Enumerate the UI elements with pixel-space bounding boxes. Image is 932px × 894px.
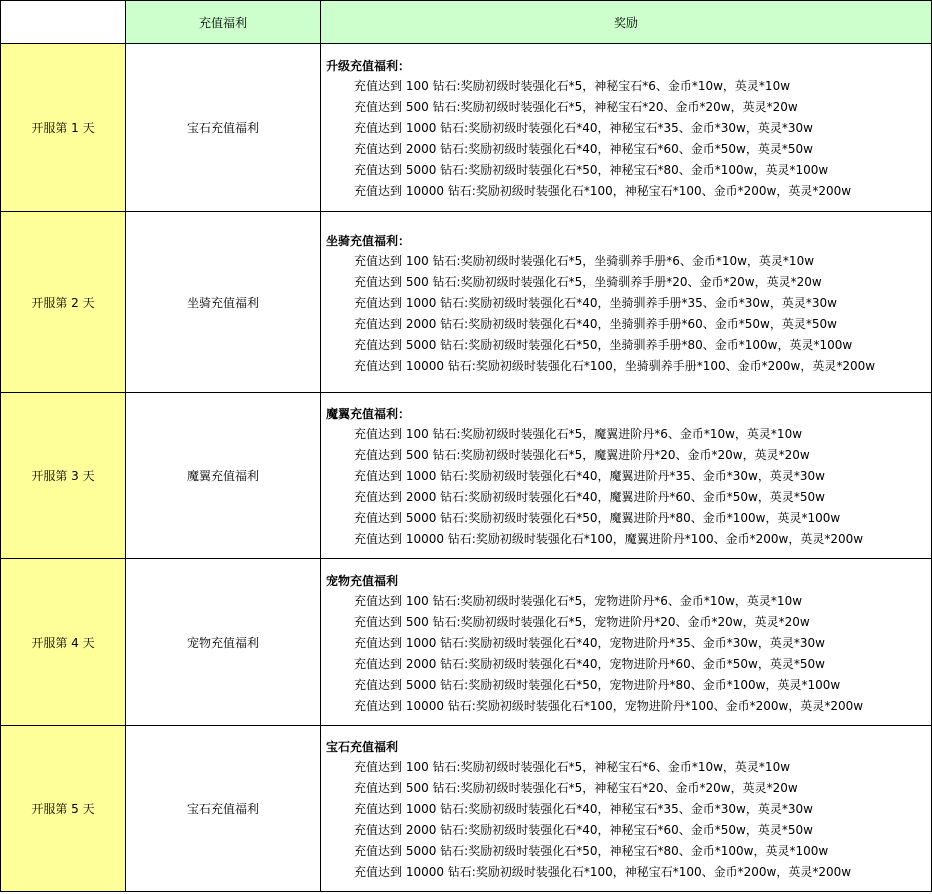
reward-tier-line: 充值达到 500 钻石:奖励初级时装强化石*5，魔翼进阶丹*20、金币*20w，英灵*20w [354, 448, 810, 462]
reward-tier-line: 充值达到 500 钻石:奖励初级时装强化石*5，神秘宝石*20、金币*20w，英灵*20w [354, 781, 798, 795]
header-reward: 奖励 [321, 1, 932, 44]
category-cell: 魔翼充值福利 [126, 393, 321, 559]
reward-tier-line: 充值达到 10000 钻石:奖励初级时装强化石*100，宠物进阶丹*100、金币*200w，英灵*200w [354, 698, 864, 713]
reward-cell [321, 212, 932, 393]
reward-tier-line: 充值达到 10000 钻石:奖励初级时装强化石*100，神秘宝石*100、金币*200w，英灵*200w [354, 184, 852, 198]
reward-group-title: 宠物充值福利 [326, 573, 399, 588]
reward-cell [321, 559, 932, 726]
day-cell: 开服第 1 天 [1, 44, 126, 212]
reward-tier-line: 充值达到 1000 钻石:奖励初级时装强化石*40，神秘宝石*35、金币*30w，英灵*30w [354, 121, 813, 135]
reward-tier-line: 充值达到 500 钻石:奖励初级时装强化石*5，神秘宝石*20、金币*20w，英灵*20w [354, 100, 798, 114]
reward-group-title: 升级充值福利： [326, 59, 411, 73]
header-benefit: 充值福利 [126, 1, 321, 44]
reward-tier-line: 充值达到 2000 钻石:奖励初级时装强化石*40，神秘宝石*60、金币*50w，英灵*50w [354, 823, 813, 837]
reward-tier-line: 充值达到 100 钻石:奖励初级时装强化石*5，魔翼进阶丹*6、金币*10w，英灵*10w [354, 427, 803, 441]
reward-tier-line: 充值达到 2000 钻石:奖励初级时装强化石*40，宠物进阶丹*60、金币*50w，英灵*50w [354, 656, 825, 671]
reward-tier-line: 充值达到 5000 钻石:奖励初级时装强化石*50，魔翼进阶丹*80、金币*100w，英灵*100w [354, 511, 841, 525]
category-cell: 宝石充值福利 [126, 44, 321, 212]
table-row [1, 726, 932, 892]
reward-tier-line: 充值达到 10000 钻石:奖励初级时装强化石*100，神秘宝石*100、金币*200w，英灵*200w [354, 865, 852, 879]
table-row [1, 559, 932, 726]
category-cell: 宠物充值福利 [126, 559, 321, 726]
day-cell: 开服第 5 天 [1, 726, 126, 892]
header-row [1, 1, 932, 44]
reward-cell [321, 726, 932, 892]
reward-tier-line: 充值达到 500 钻石:奖励初级时装强化石*5，宠物进阶丹*20、金币*20w，英灵*20w [354, 614, 810, 629]
reward-tier-line: 充值达到 1000 钻石:奖励初级时装强化石*40，魔翼进阶丹*35、金币*30w，英灵*30w [354, 469, 825, 483]
reward-tier-line: 充值达到 100 钻石:奖励初级时装强化石*5，神秘宝石*6、金币*10w，英灵*10w [354, 760, 791, 774]
reward-tier-line: 充值达到 10000 钻石:奖励初级时装强化石*100，坐骑驯养手册*100、金币*200w，英灵*200w [354, 358, 876, 373]
reward-group-title: 坐骑充值福利： [326, 233, 411, 248]
table-row [1, 44, 932, 212]
reward-tier-line: 充值达到 1000 钻石:奖励初级时装强化石*40，宠物进阶丹*35、金币*30w，英灵*30w [354, 635, 825, 650]
reward-tier-line: 充值达到 5000 钻石:奖励初级时装强化石*50，坐骑驯养手册*80、金币*100w，英灵*100w [354, 337, 853, 352]
reward-cell [321, 393, 932, 559]
reward-tier-line: 充值达到 100 钻石:奖励初级时装强化石*5，宠物进阶丹*6、金币*10w，英灵*10w [354, 593, 803, 608]
header-blank-cell [1, 1, 126, 44]
reward-tier-line: 充值达到 10000 钻石:奖励初级时装强化石*100，魔翼进阶丹*100、金币*200w，英灵*200w [354, 532, 864, 546]
category-cell: 坐骑充值福利 [126, 212, 321, 393]
reward-tier-line: 充值达到 100 钻石:奖励初级时装强化石*5，坐骑驯养手册*6、金币*10w，英灵*10w [354, 253, 815, 268]
reward-cell [321, 44, 932, 212]
reward-tier-line: 充值达到 100 钻石:奖励初级时装强化石*5，神秘宝石*6、金币*10w，英灵*10w [354, 79, 791, 93]
reward-tier-line: 充值达到 500 钻石:奖励初级时装强化石*5，坐骑驯养手册*20、金币*20w，英灵*20w [354, 274, 822, 289]
day-cell: 开服第 4 天 [1, 559, 126, 726]
reward-tier-line: 充值达到 2000 钻石:奖励初级时装强化石*40，魔翼进阶丹*60、金币*50w，英灵*50w [354, 490, 825, 504]
day-cell: 开服第 2 天 [1, 212, 126, 393]
reward-tier-line: 充值达到 2000 钻石:奖励初级时装强化石*40，神秘宝石*60、金币*50w，英灵*50w [354, 142, 813, 156]
day-cell: 开服第 3 天 [1, 393, 126, 559]
reward-tier-line: 充值达到 5000 钻石:奖励初级时装强化石*50，宠物进阶丹*80、金币*100w，英灵*100w [354, 677, 841, 692]
table-row [1, 393, 932, 559]
reward-group-title: 宝石充值福利 [326, 740, 399, 754]
reward-tier-line: 充值达到 1000 钻石:奖励初级时装强化石*40，神秘宝石*35、金币*30w，英灵*30w [354, 802, 813, 816]
reward-group-title: 魔翼充值福利： [326, 407, 411, 421]
reward-tier-line: 充值达到 5000 钻石:奖励初级时装强化石*50，神秘宝石*80、金币*100w，英灵*100w [354, 844, 829, 858]
category-cell: 宝石充值福利 [126, 726, 321, 892]
table-row [1, 212, 932, 393]
reward-tier-line: 充值达到 1000 钻石:奖励初级时装强化石*40，坐骑驯养手册*35、金币*30w，英灵*30w [354, 295, 837, 310]
reward-tier-line: 充值达到 2000 钻石:奖励初级时装强化石*40，坐骑驯养手册*60、金币*50w，英灵*50w [354, 316, 837, 331]
reward-tier-line: 充值达到 5000 钻石:奖励初级时装强化石*50，神秘宝石*80、金币*100w，英灵*100w [354, 163, 829, 177]
